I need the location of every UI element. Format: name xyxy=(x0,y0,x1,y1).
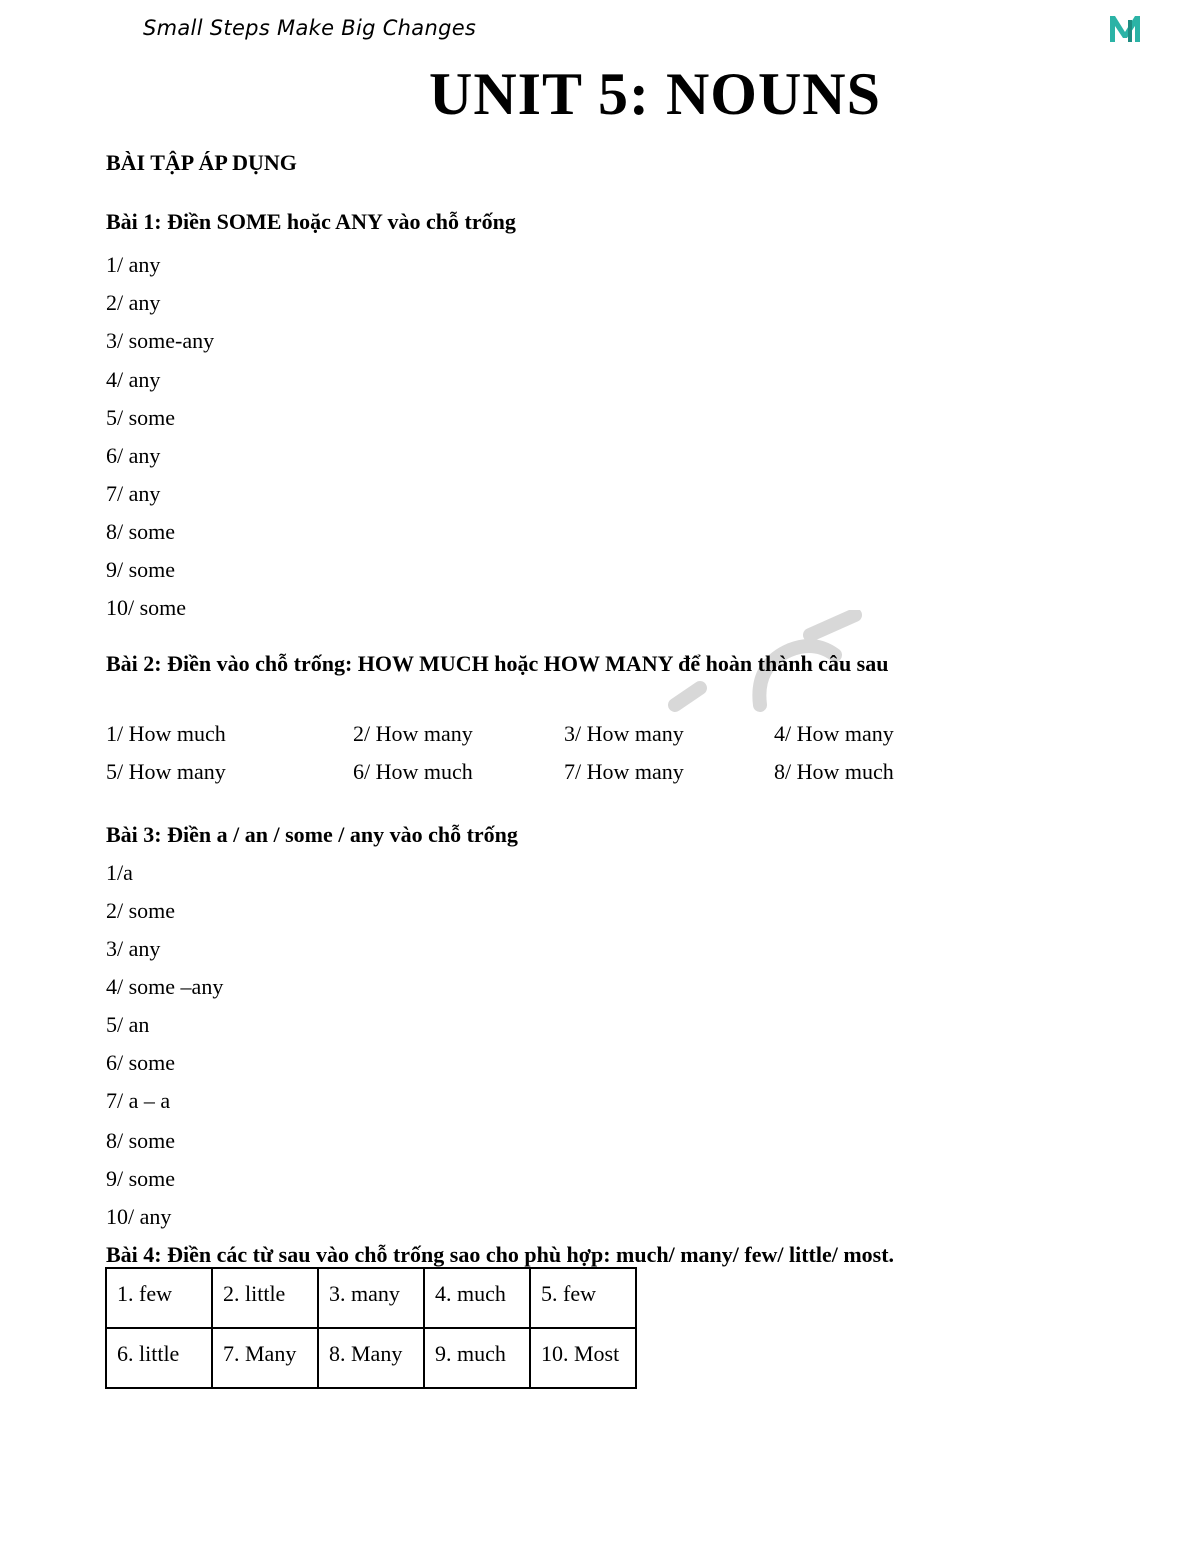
exercise-1-answer: 3/ some-any xyxy=(106,328,215,353)
exercise-1-answer: 7/ any xyxy=(106,481,161,506)
exercise-3-answer: 4/ some –any xyxy=(106,974,224,999)
exercise-4-heading: Bài 4: Điền các từ sau vào chỗ trống sao cho phù hợp: much/ many/ few/ little/ most. xyxy=(106,1242,895,1267)
exercise-2-heading: Bài 2: Điền vào chỗ trống: HOW MUCH hoặc HOW MANY để hoàn thành câu sau xyxy=(106,651,889,676)
header-slogan: Small Steps Make Big Changes xyxy=(143,16,477,40)
exercise-1-answer: 9/ some xyxy=(106,557,176,582)
exercise-3-answer: 1/a xyxy=(106,860,133,885)
exercise-1-heading: Bài 1: Điền SOME hoặc ANY vào chỗ trống xyxy=(106,209,516,234)
exercise-2-answer: 4/ How many xyxy=(774,721,894,746)
table-cell: 9. much xyxy=(424,1328,530,1388)
exercise-1-answer: 4/ any xyxy=(106,367,161,392)
table-cell: 10. Most xyxy=(530,1328,636,1388)
exercise-2-answer: 1/ How much xyxy=(106,721,226,746)
exercise-1-answer: 10/ some xyxy=(106,595,187,620)
m-letter-logo-icon xyxy=(1092,12,1160,56)
table-cell: 6. little xyxy=(106,1328,212,1388)
section-heading: BÀI TẬP ÁP DỤNG xyxy=(106,150,297,175)
exercise-1-answer: 1/ any xyxy=(106,252,161,277)
table-row xyxy=(106,1268,636,1328)
exercise-3-answer: 6/ some xyxy=(106,1050,176,1075)
exercise-2-answer: 7/ How many xyxy=(564,759,684,784)
table-cell: 5. few xyxy=(530,1268,636,1328)
exercise-3-answer: 5/ an xyxy=(106,1012,150,1037)
table-row xyxy=(106,1328,636,1388)
exercise-3-heading: Bài 3: Điền a / an / some / any vào chỗ trống xyxy=(106,822,518,847)
exercise-1-answer: 6/ any xyxy=(106,443,161,468)
exercise-4-answer-table xyxy=(105,1267,637,1389)
table-cell: 3. many xyxy=(318,1268,424,1328)
exercise-2-answer: 5/ How many xyxy=(106,759,226,784)
exercise-3-answer: 7/ a – a xyxy=(106,1088,171,1113)
exercise-2-answer: 2/ How many xyxy=(353,721,473,746)
exercise-3-answer: 9/ some xyxy=(106,1166,176,1191)
table-cell: 4. much xyxy=(424,1268,530,1328)
exercise-1-answer: 8/ some xyxy=(106,519,176,544)
table-cell: 8. Many xyxy=(318,1328,424,1388)
table-cell: 2. little xyxy=(212,1268,318,1328)
exercise-3-answer: 8/ some xyxy=(106,1128,176,1153)
page-title: UNIT 5: NOUNS xyxy=(429,61,881,127)
exercise-3-answer: 2/ some xyxy=(106,898,176,923)
exercise-3-answer: 3/ any xyxy=(106,936,161,961)
exercise-1-answer: 2/ any xyxy=(106,290,161,315)
table-cell: 7. Many xyxy=(212,1328,318,1388)
table-cell: 1. few xyxy=(106,1268,212,1328)
exercise-3-answer: 10/ any xyxy=(106,1204,172,1229)
exercise-2-answer: 3/ How many xyxy=(564,721,684,746)
exercise-1-answer: 5/ some xyxy=(106,405,176,430)
exercise-2-answer: 8/ How much xyxy=(774,759,894,784)
exercise-2-answer: 6/ How much xyxy=(353,759,473,784)
